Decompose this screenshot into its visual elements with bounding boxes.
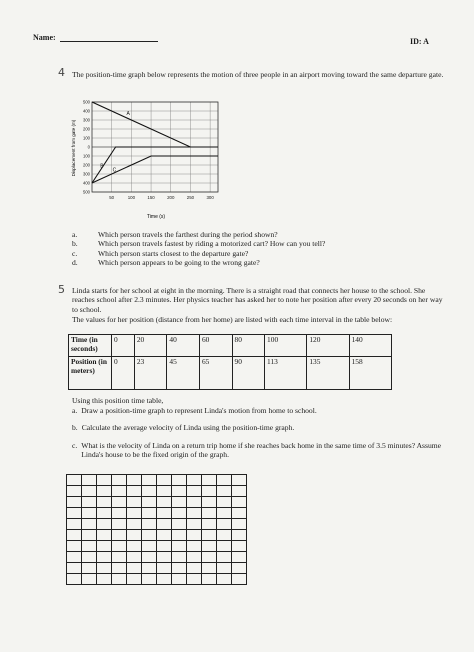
item-letter: d. — [72, 258, 78, 268]
grid-cell — [157, 541, 172, 552]
x-axis-label: Time (s) — [146, 214, 166, 220]
series-line-A — [92, 102, 218, 147]
grid-cell — [187, 475, 202, 486]
table-cell: 113 — [265, 357, 307, 390]
grid-cell — [82, 486, 97, 497]
grid-cell — [232, 530, 247, 541]
grid-cell — [127, 552, 142, 563]
y-tick-label: 500 — [83, 99, 90, 105]
grid-row — [67, 508, 247, 519]
position-time-table — [68, 334, 392, 390]
grid-cell — [232, 574, 247, 585]
grid-cell — [142, 508, 157, 519]
grid-cell — [67, 563, 82, 574]
grid-cell — [67, 508, 82, 519]
grid-cell — [172, 519, 187, 530]
grid-cell — [232, 475, 247, 486]
table-cell: 45 — [167, 357, 200, 390]
table-cell: 40 — [167, 335, 200, 357]
table-cell: 80 — [232, 335, 265, 357]
question-5-number: 5 — [58, 283, 65, 296]
table-cell: 100 — [265, 335, 307, 357]
grid-cell — [127, 497, 142, 508]
grid-cell — [217, 574, 232, 585]
grid-row — [67, 486, 247, 497]
grid-cell — [112, 497, 127, 508]
grid-cell — [172, 563, 187, 574]
grid-cell — [217, 552, 232, 563]
grid-cell — [142, 563, 157, 574]
grid-cell — [142, 519, 157, 530]
grid-cell — [202, 541, 217, 552]
q5-item-a — [72, 406, 444, 415]
grid-cell — [67, 574, 82, 585]
grid-cell — [67, 486, 82, 497]
position-time-graph — [66, 96, 226, 224]
item-text: Which person travels the farthest during the period shown? — [98, 230, 278, 239]
grid-cell — [217, 508, 232, 519]
y-tick-label: 500 — [83, 189, 90, 195]
grid-cell — [142, 530, 157, 541]
item-letter: b. — [72, 239, 78, 249]
name-label: Name: — [33, 33, 56, 42]
item-text: Draw a position-time graph to represent Linda's motion from home to school. — [81, 406, 317, 415]
graph-ticks — [83, 100, 214, 200]
x-tick-label: 250 — [186, 195, 195, 200]
grid-cell — [67, 552, 82, 563]
grid-cell — [217, 541, 232, 552]
time-header-cell: Time (in seconds) — [69, 335, 112, 357]
grid-cell — [112, 508, 127, 519]
grid-cell — [172, 486, 187, 497]
table-row-time — [69, 335, 392, 357]
grid-cell — [112, 486, 127, 497]
grid-cell — [82, 475, 97, 486]
grid-cell — [127, 508, 142, 519]
grid-row — [67, 541, 247, 552]
grid-row — [67, 530, 247, 541]
grid-cell — [97, 497, 112, 508]
item-text: What is the velocity of Linda on a return trip home if she reaches back home in the same time of 3.5 minutes? Assume Linda's house to be the fixed origin of the graph. — [81, 440, 442, 460]
grid-cell — [232, 486, 247, 497]
grid-cell — [112, 519, 127, 530]
grid-cell — [172, 574, 187, 585]
grid-cell — [202, 475, 217, 486]
table-row-position — [69, 357, 392, 390]
item-text: Calculate the average velocity of Linda using the position-time graph. — [81, 423, 295, 433]
y-tick-label: 300 — [83, 171, 90, 177]
grid-cell — [202, 497, 217, 508]
grid-cell — [202, 519, 217, 530]
graph-series — [92, 102, 218, 183]
grid-cell — [97, 563, 112, 574]
q4-item — [72, 239, 462, 248]
grid-cell — [142, 574, 157, 585]
table-cell: 90 — [232, 357, 265, 390]
question-5-items — [72, 406, 444, 460]
table-cell: 20 — [134, 335, 167, 357]
grid-cell — [202, 574, 217, 585]
grid-cell — [82, 574, 97, 585]
table-cell: 140 — [349, 335, 391, 357]
question-4-items — [72, 230, 462, 268]
grid-cell — [217, 486, 232, 497]
x-tick-label: 200 — [167, 195, 175, 200]
grid-cell — [97, 519, 112, 530]
grid-cell — [172, 541, 187, 552]
grid-cell — [217, 475, 232, 486]
grid-cell — [217, 497, 232, 508]
grid-cell — [82, 497, 97, 508]
grid-cell — [202, 552, 217, 563]
question-4-number: 4 — [58, 66, 65, 79]
grid-cell — [142, 552, 157, 563]
name-line[interactable] — [60, 41, 158, 42]
grid-cell — [97, 508, 112, 519]
grid-cell — [157, 563, 172, 574]
series-label-B: B — [100, 163, 104, 170]
y-tick-label: 0 — [87, 144, 90, 150]
grid-cell — [97, 552, 112, 563]
q5-item-c — [72, 441, 444, 460]
grid-cell — [127, 541, 142, 552]
grid-cell — [157, 552, 172, 563]
item-text: Which person travels fastest by riding a motorized cart? How can you tell? — [98, 239, 326, 249]
grid-cell — [187, 563, 202, 574]
grid-cell — [97, 574, 112, 585]
grid-cell — [172, 552, 187, 563]
q5-item-b — [72, 423, 444, 432]
grid-cell — [67, 530, 82, 541]
table-cell: 0 — [112, 335, 135, 357]
series-label-C: C — [112, 167, 117, 174]
q4-item — [72, 258, 462, 267]
x-tick-label: 100 — [127, 195, 136, 200]
grid-cell — [67, 497, 82, 508]
grid-row — [67, 519, 247, 530]
grid-cell — [202, 530, 217, 541]
grid-cell — [112, 563, 127, 574]
grid-cell — [187, 519, 202, 530]
grid-row — [67, 552, 247, 563]
series-line-C — [92, 156, 218, 183]
grid-cell — [142, 497, 157, 508]
grid-cell — [172, 508, 187, 519]
grid-cell — [127, 475, 142, 486]
grid-cell — [142, 486, 157, 497]
table-cell: 0 — [112, 357, 135, 390]
grid-cell — [157, 486, 172, 497]
grid-cell — [127, 530, 142, 541]
grid-cell — [67, 541, 82, 552]
grid-cell — [232, 497, 247, 508]
item-letter: c. — [72, 440, 78, 450]
series-label-A: A — [126, 110, 130, 117]
grid-cell — [232, 519, 247, 530]
grid-row — [67, 563, 247, 574]
grid-cell — [157, 508, 172, 519]
item-text: Which person appears to be going to the wrong gate? — [98, 258, 260, 268]
table-cell: 65 — [199, 357, 232, 390]
y-tick-label: 200 — [83, 162, 90, 168]
grid-cell — [187, 530, 202, 541]
grid-cell — [142, 475, 157, 486]
grid-cell — [142, 541, 157, 552]
grid-cell — [127, 563, 142, 574]
table-cell: 120 — [307, 335, 349, 357]
grid-cell — [217, 563, 232, 574]
grid-cell — [157, 497, 172, 508]
grid-cell — [82, 552, 97, 563]
grid-cell — [97, 530, 112, 541]
item-letter: c. — [72, 248, 78, 258]
grid-cell — [202, 508, 217, 519]
grid-cell — [202, 563, 217, 574]
table-cell: 135 — [307, 357, 349, 390]
x-tick-label: 150 — [147, 195, 155, 200]
grid-cell — [97, 486, 112, 497]
grid-cell — [172, 497, 187, 508]
grid-cell — [67, 519, 82, 530]
grid-cell — [217, 530, 232, 541]
item-text: Which person starts closest to the departure gate? — [98, 248, 249, 258]
grid-cell — [82, 530, 97, 541]
grid-cell — [187, 486, 202, 497]
grid-cell — [187, 541, 202, 552]
grid-cell — [157, 530, 172, 541]
item-letter: a. — [72, 230, 78, 239]
question-4-text: The position-time graph below represents the motion of three people in an airport moving toward the same departure gate. — [72, 70, 444, 79]
grid-row — [67, 574, 247, 585]
table-cell: 60 — [199, 335, 232, 357]
grid-cell — [217, 519, 232, 530]
grid-cell — [187, 497, 202, 508]
grid-cell — [172, 530, 187, 541]
item-letter: b. — [72, 423, 78, 433]
grid-cell — [67, 475, 82, 486]
grid-row — [67, 475, 247, 486]
grid-cell — [157, 475, 172, 486]
grid-cell — [157, 519, 172, 530]
grid-cell — [232, 508, 247, 519]
question-5-intro: Using this position time table, — [72, 396, 164, 405]
grid-cell — [112, 574, 127, 585]
y-tick-label: 400 — [83, 108, 90, 114]
id-label: ID: A — [410, 37, 429, 46]
grid-cell — [127, 519, 142, 530]
item-letter: a. — [72, 406, 78, 415]
grid-cell — [97, 541, 112, 552]
grid-cell — [232, 563, 247, 574]
position-header-cell: Position (in meters) — [69, 357, 112, 390]
y-axis-label: Displacement from gate (m) — [71, 119, 76, 177]
grid-cell — [112, 475, 127, 486]
grid-cell — [202, 486, 217, 497]
grid-cell — [187, 574, 202, 585]
blank-graph-grid[interactable] — [66, 474, 247, 585]
grid-cell — [127, 486, 142, 497]
x-tick-label: 50 — [109, 195, 115, 200]
q4-item — [72, 230, 462, 239]
question-5-text: Linda starts for her school at eight in the morning. There is a straight road that connects her house to the school. She reaches school after 2.3 minutes. Her physics teacher has asked her to note her position after every 20 seconds on her way to school. — [72, 286, 443, 314]
grid-cell — [232, 552, 247, 563]
grid-cell — [157, 574, 172, 585]
grid-cell — [82, 541, 97, 552]
grid-cell — [127, 574, 142, 585]
grid-cell — [187, 552, 202, 563]
x-tick-label: 300 — [206, 195, 214, 200]
grid-cell — [112, 530, 127, 541]
grid-cell — [97, 475, 112, 486]
grid-cell — [112, 541, 127, 552]
y-tick-label: 100 — [83, 135, 90, 141]
grid-cell — [82, 563, 97, 574]
table-cell: 23 — [134, 357, 167, 390]
y-tick-label: 400 — [83, 180, 90, 186]
grid-cell — [82, 508, 97, 519]
q4-item — [72, 249, 462, 258]
grid-row — [67, 497, 247, 508]
y-tick-label: 200 — [83, 126, 90, 132]
question-5-text-2: The values for her position (distance from her home) are listed with each time interval in the table below: — [72, 315, 393, 324]
grid-cell — [82, 519, 97, 530]
y-tick-label: 100 — [83, 153, 90, 159]
y-tick-label: 300 — [83, 117, 90, 123]
table-cell: 158 — [349, 357, 391, 390]
grid-cell — [232, 541, 247, 552]
grid-cell — [172, 475, 187, 486]
grid-cell — [112, 552, 127, 563]
grid-cell — [187, 508, 202, 519]
